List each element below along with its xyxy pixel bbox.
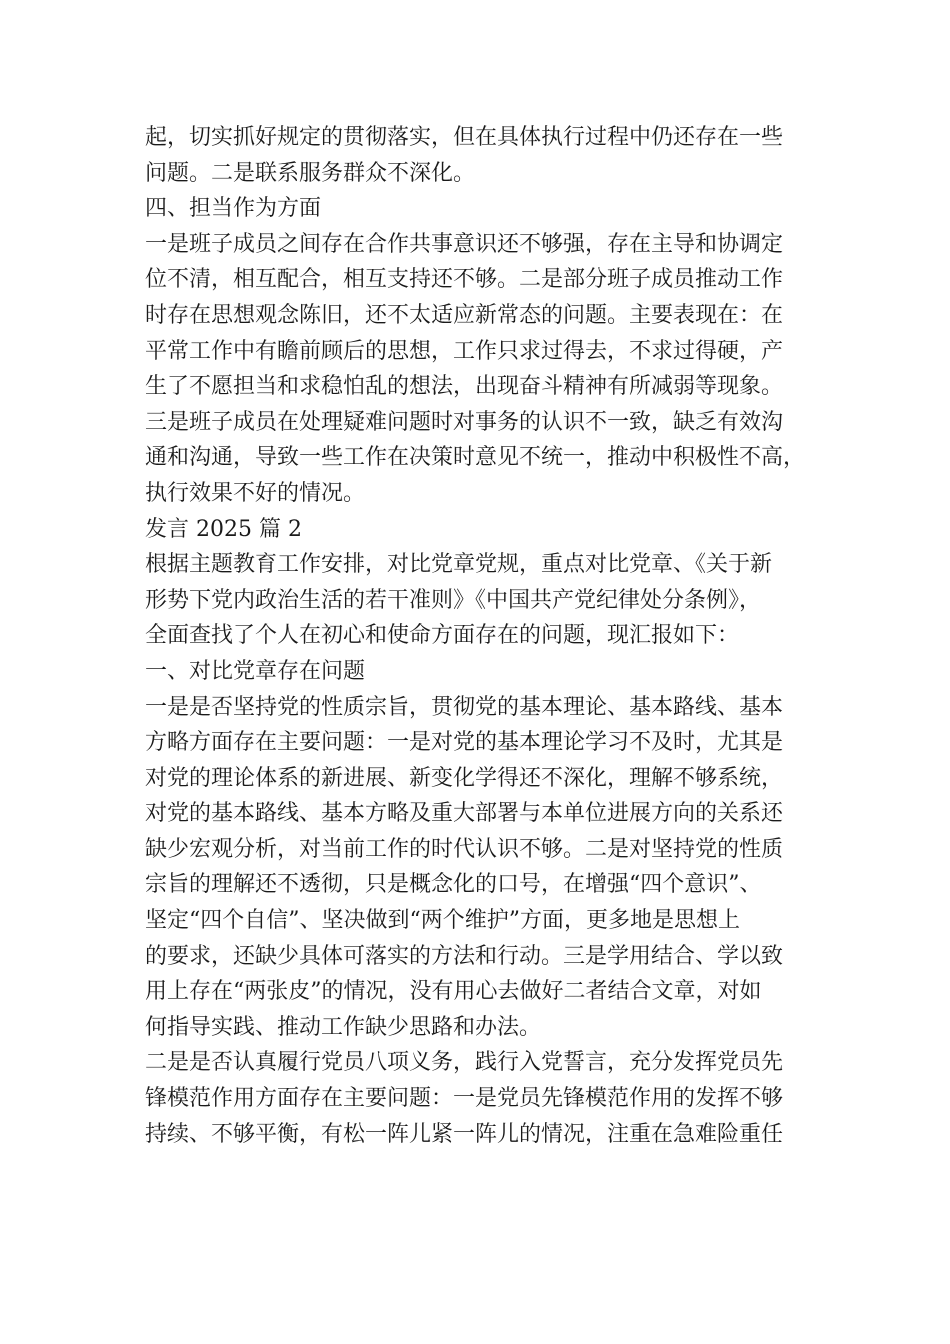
text-line: 一是班子成员之间存在合作共事意识还不够强，存在主导和协调定 <box>145 231 784 257</box>
text-line: 对党的基本路线、基本方略及重大部署与本单位进展方向的关系还 <box>145 801 784 827</box>
text-line: 起，切实抓好规定的贯彻落实，但在具体执行过程中仍还存在一些 <box>145 125 784 150</box>
text-line: 时存在思想观念陈旧，还不太适应新常态的问题。主要表现在：在 <box>145 302 784 328</box>
section-heading: 一、对比党章存在问题 <box>145 658 366 684</box>
text-line: 持续、不够平衡，有松一阵儿紧一阵儿的情况，注重在急难险重任 <box>145 1121 784 1147</box>
text-line: 通和沟通，导致一些工作在决策时意见不统一，推动中积极性不高， <box>145 445 806 471</box>
text-line: 锋模范作用方面存在主要问题：一是党员先锋模范作用的发挥不够 <box>145 1086 784 1112</box>
text-line: 二是是否认真履行党员八项义务，践行入党誓言，充分发挥党员先 <box>145 1050 784 1076</box>
text-line: 宗旨的理解还不透彻，只是概念化的口号，在增强“四个意识”、 <box>145 872 762 898</box>
text-line: 生了不愿担当和求稳怕乱的想法，出现奋斗精神有所减弱等现象。 <box>145 374 784 400</box>
text-line: 执行效果不好的情况。 <box>145 480 366 506</box>
text-line: 平常工作中有瞻前顾后的思想，工作只求过得去，不求过得硬，产 <box>145 338 784 364</box>
document-body <box>145 120 835 1152</box>
text-line: 用上存在“两张皮”的情况，没有用心去做好二者结合文章，对如 <box>145 979 762 1005</box>
text-line: 方略方面存在主要问题：一是对党的基本理论学习不及时，尤其是 <box>145 730 784 756</box>
text-line: 何指导实践、推动工作缺少思路和办法。 <box>145 1014 542 1040</box>
text-line: 全面查找了个人在初心和使命方面存在的问题，现汇报如下： <box>145 623 740 649</box>
text-line: 形势下党内政治生活的若干准则》《中国共产党纪律处分条例》， <box>145 587 762 613</box>
text-line: 位不清，相互配合，相互支持还不够。二是部分班子成员推动工作 <box>145 267 784 293</box>
text-line: 根据主题教育工作安排，对比党章党规，重点对比党章、《关于新 <box>145 552 773 578</box>
text-line: 一是是否坚持党的性质宗旨，贯彻党的基本理论、基本路线、基本 <box>145 694 784 720</box>
text-line: 的要求，还缺少具体可落实的方法和行动。三是学用结合、学以致 <box>145 943 784 969</box>
text-line: 缺少宏观分析，对当前工作的时代认识不够。二是对坚持党的性质 <box>145 836 784 862</box>
text-line: 三是班子成员在处理疑难问题时对事务的认识不一致，缺乏有效沟 <box>145 409 784 435</box>
text-line: 坚定“四个自信”、坚决做到“两个维护”方面，更多地是思想上 <box>145 908 740 934</box>
text-line: 对党的理论体系的新进展、新变化学得还不深化，理解不够系统， <box>145 765 784 791</box>
text-line: 问题。二是联系服务群众不深化。 <box>145 160 476 186</box>
section-heading: 四、担当作为方面 <box>145 196 322 222</box>
article-title: 发言 2025 篇 2 <box>145 516 302 542</box>
